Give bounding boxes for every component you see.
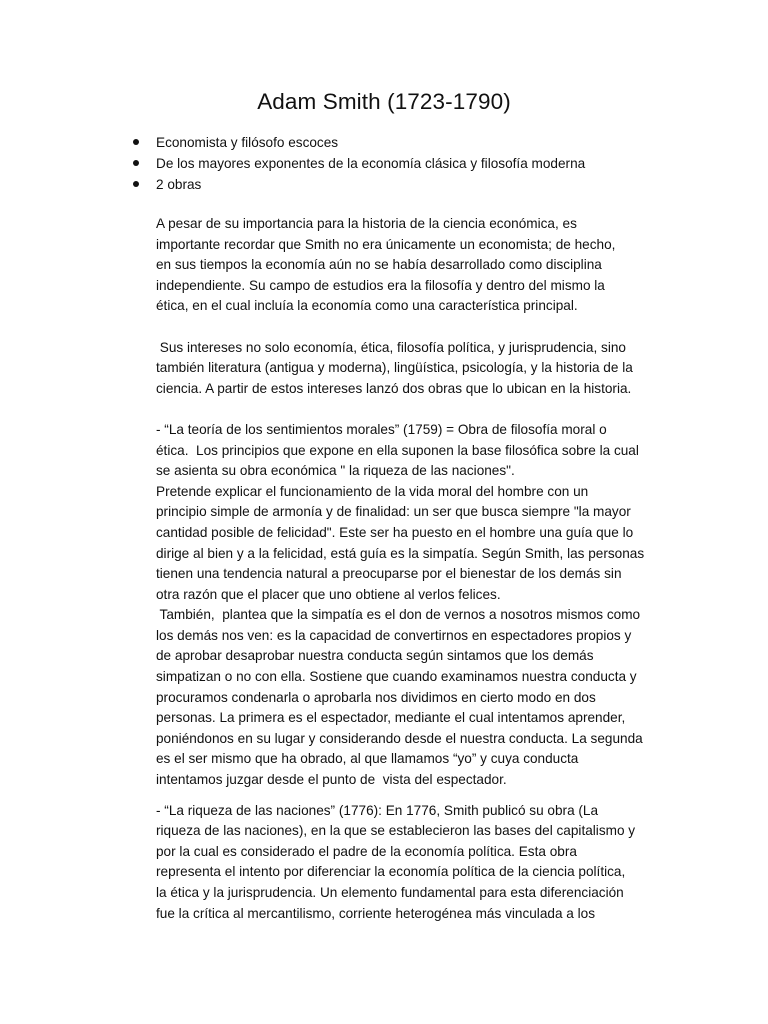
text-line: fue la crítica al mercantilismo, corriente heterogénea más vinculada a los xyxy=(156,905,595,921)
paragraph-interests xyxy=(156,338,656,400)
text-line: representa el intento por diferenciar la economía política de la ciencia política, xyxy=(156,864,626,880)
list-item xyxy=(130,153,585,174)
bullet-icon xyxy=(133,139,139,145)
text-line: principio simple de armonía y de finalidad: un ser que busca siempre "la mayor xyxy=(156,504,631,520)
text-line: importante recordar que Smith no era únicamente un economista; de hecho, xyxy=(156,236,616,252)
text-line: ética. Los principios que expone en ella suponen la base filosófica sobre la cual xyxy=(156,442,639,458)
text-line: personas. La primera es el espectador, mediante el cual intentamos aprender, xyxy=(156,710,626,726)
text-line: simpatizan o no con ella. Sostiene que cuando examinamos nuestra conducta y xyxy=(156,669,637,685)
text-line: A pesar de su importancia para la historia de la ciencia económica, es xyxy=(156,216,577,231)
text-line: procuramos condenarla o aprobarla nos dividimos en cierto modo en dos xyxy=(156,689,596,705)
text-line: riqueza de las naciones), en la que se establecieron las bases del capitalismo y xyxy=(156,823,636,839)
text-line: ciencia. A partir de estos intereses lanzó dos obras que lo ubican en la historia. xyxy=(156,380,632,396)
text-line: otra razón que el placer que uno obtiene al verlos felices. xyxy=(156,586,501,602)
bullet-icon xyxy=(133,181,139,187)
list-item xyxy=(130,174,585,195)
paragraph-importance xyxy=(156,214,656,317)
text-line: se asienta su obra económica " la riqueza de las naciones". xyxy=(156,463,515,479)
text-line: tienen una tendencia natural a preocuparse por el bienestar de los demás sin xyxy=(156,566,622,582)
paragraph-moral-sentiments xyxy=(156,420,656,791)
bullet-text: Economista y filósofo escoces xyxy=(156,135,339,150)
text-line: los demás nos ven: es la capacidad de convertirnos en espectadores propios y xyxy=(156,627,632,643)
page-title: Adam Smith (1723-1790) xyxy=(257,89,511,114)
text-line: por la cual es considerado el padre de la economía política. Esta obra xyxy=(156,843,577,859)
text-line: de aprobar desaprobar nuestra conducta según sintamos que los demás xyxy=(156,648,594,664)
paragraph-spacer xyxy=(156,791,656,801)
text-line: independiente. Su campo de estudios era la filosofía y dentro del mismo la xyxy=(156,277,605,293)
paragraph-wealth-of-nations xyxy=(156,801,656,925)
text-line: también literatura (antigua y moderna), lingüística, psicología, y la historia de la xyxy=(156,360,633,376)
text-line: Pretende explicar el funcionamiento de la vida moral del hombre con un xyxy=(156,483,589,499)
text-line: intentamos juzgar desde el punto de vista del espectador. xyxy=(156,772,507,788)
text-line: dirige al bien y a la felicidad, está guía es la simpatía. Según Smith, las personas xyxy=(156,545,645,561)
text-line: en sus tiempos la economía aún no se había desarrollado como disciplina xyxy=(156,257,602,273)
bullet-text: De los mayores exponentes de la economía clásica y filosofía moderna xyxy=(156,156,586,171)
body-text xyxy=(156,214,656,924)
bullet-text: 2 obras xyxy=(156,177,202,192)
list-item xyxy=(130,132,585,153)
text-line: ética, en el cual incluía la economía como una característica principal. xyxy=(156,298,578,314)
text-line: la ética y la jurisprudencia. Un elemento fundamental para esta diferenciación xyxy=(156,885,624,900)
text-line: - “La riqueza de las naciones” (1776): En 1776, Smith publicó su obra (La xyxy=(156,802,599,818)
paragraph-spacer xyxy=(156,317,656,338)
bullet-list xyxy=(130,132,585,195)
bullet-icon xyxy=(133,160,139,166)
text-line: cantidad posible de felicidad". Este ser ha puesto en el hombre una guía que lo xyxy=(156,524,634,540)
text-line: Sus intereses no solo economía, ética, filosofía política, y jurisprudencia, sino xyxy=(156,339,626,355)
paragraph-spacer xyxy=(156,399,656,420)
text-line: poniéndonos en su lugar y considerando desde el nuestra conducta. La segunda xyxy=(156,730,643,746)
text-line: es el ser mismo que ha obrado, al que llamamos “yo” y cuya conducta xyxy=(156,751,579,767)
text-line: También, plantea que la simpatía es el don de vernos a nosotros mismos como xyxy=(156,607,641,623)
text-line: - “La teoría de los sentimientos morales” (1759) = Obra de filosofía moral o xyxy=(156,421,607,437)
